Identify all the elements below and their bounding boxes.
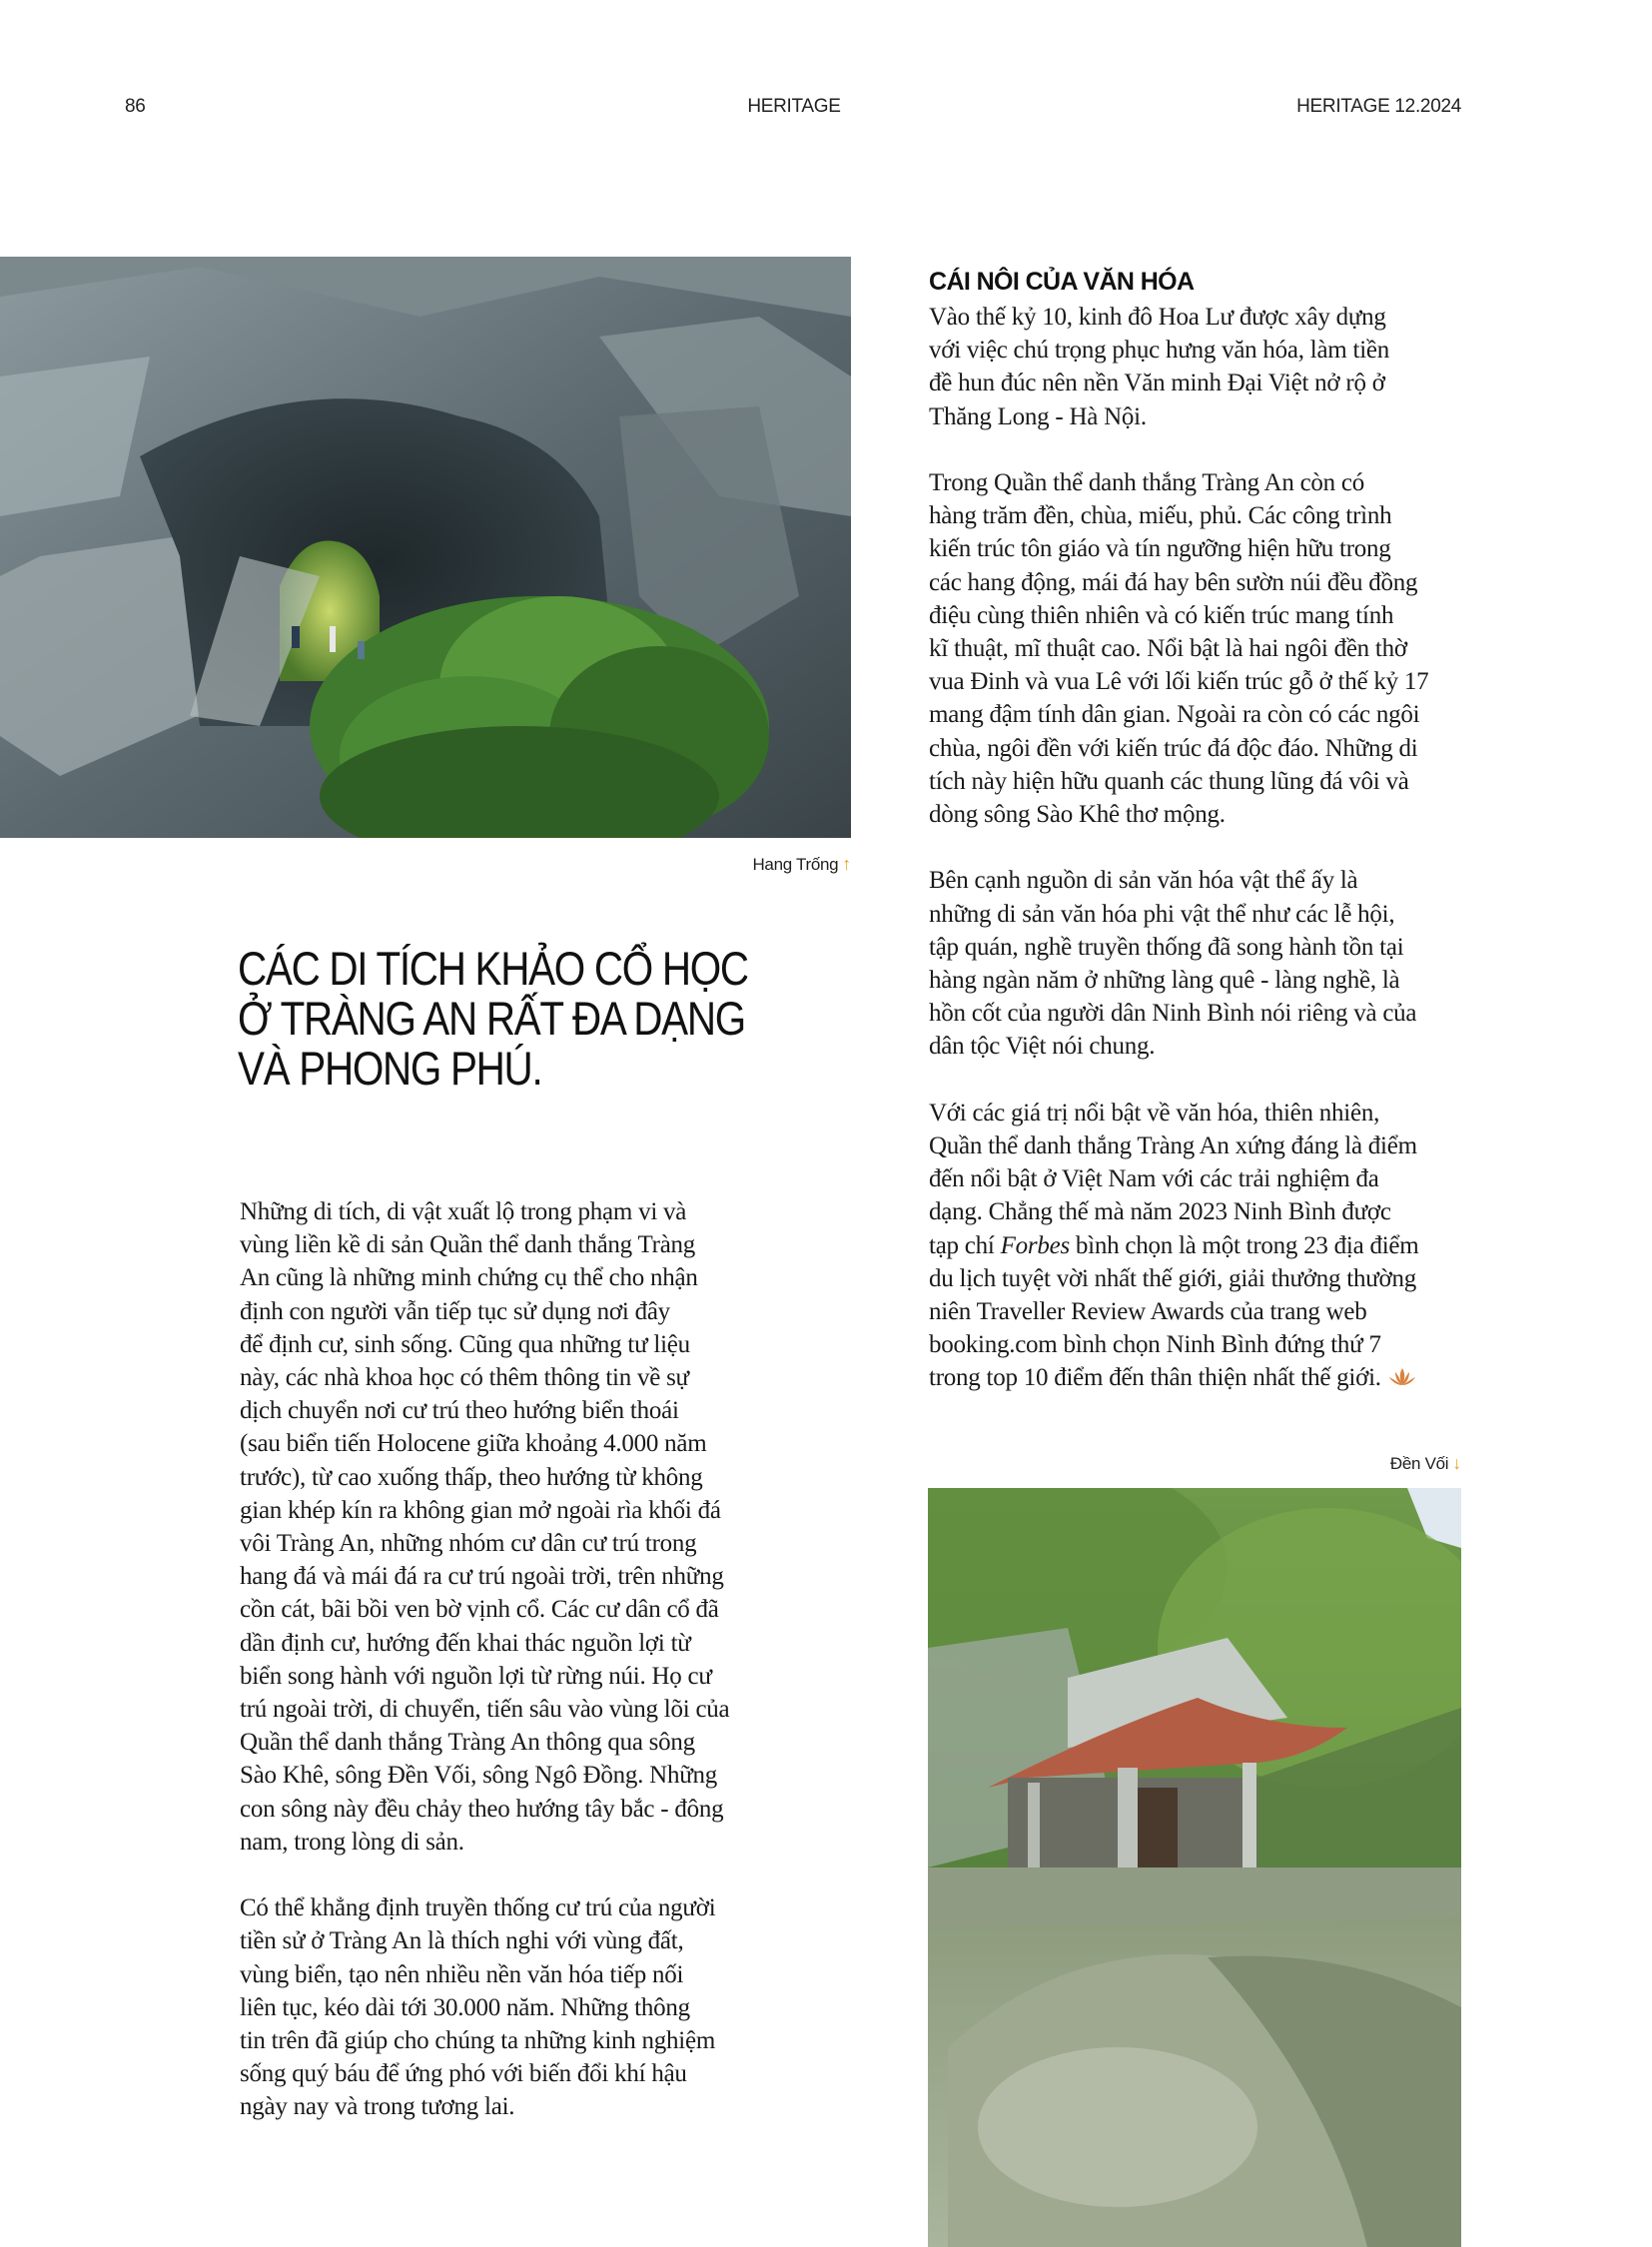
cave-photo-caption xyxy=(752,854,851,875)
text-line: An cũng là những minh chứng cụ thể cho nhận xyxy=(240,1264,698,1292)
text-line: con sông này đều chảy theo hướng tây bắc - đông xyxy=(240,1795,724,1823)
paragraph xyxy=(929,864,1428,1063)
text-line: định con người vẫn tiếp tục sử dụng nơi đây xyxy=(240,1297,670,1325)
text-line: Quần thể danh thắng Tràng An thông qua sông xyxy=(240,1729,695,1757)
cave-photo xyxy=(0,257,851,838)
text-line: Bên cạnh nguồn di sản văn hóa vật thể ấy là xyxy=(929,867,1358,895)
pull-quote xyxy=(238,944,787,1094)
text-line: gian khép kín ra không gian mở ngoài rìa khối đá xyxy=(240,1496,721,1524)
text-line: liên tục, kéo dài tới 30.000 năm. Những thông xyxy=(240,1993,690,2021)
text-line: dạng. Chẳng thế mà năm 2023 Ninh Bình được xyxy=(929,1198,1391,1226)
text-line: (sau biển tiến Holocene giữa khoảng 4.000 năm xyxy=(240,1430,707,1458)
text-line: Trong Quần thể danh thắng Tràng An còn có xyxy=(929,469,1365,496)
issue-label: HERITAGE 12.2024 xyxy=(1296,96,1461,117)
text-line: Có thể khẳng định truyền thống cư trú của người xyxy=(240,1894,716,1922)
text-line: tiền sử ở Tràng An là thích nghi với vùng đất, xyxy=(240,1927,684,1955)
left-column-body xyxy=(240,1195,729,2157)
text-line: hồn cốt của người dân Ninh Bình nói riêng và của xyxy=(929,1000,1417,1028)
paragraph xyxy=(929,1097,1428,1396)
paragraph xyxy=(240,1195,729,1859)
text-line: điệu cùng thiên nhiên và có kiến trúc mang tính xyxy=(929,601,1394,629)
paragraph xyxy=(929,301,1428,433)
text-line: Những di tích, di vật xuất lộ trong phạm vi và xyxy=(240,1198,687,1225)
section-heading: CÁI NÔI CỦA VĂN HÓA xyxy=(929,268,1195,296)
paragraph-lines xyxy=(929,1097,1428,1229)
publication-name: Forbes xyxy=(1000,1231,1070,1259)
section-label: HERITAGE xyxy=(747,96,841,117)
text-line: Thăng Long - Hà Nội. xyxy=(929,402,1147,430)
text-line: chùa, ngôi đền với kiến trúc đá độc đáo. Những di xyxy=(929,734,1418,762)
text-line: vùng liền kề di sản Quần thể danh thắng Tràng xyxy=(240,1231,696,1259)
text-line: trước), từ cao xuống thấp, theo hướng từ không xyxy=(240,1463,703,1491)
pull-quote-line: Ở TRÀNG AN RẤT ĐA DẠNG xyxy=(238,992,745,1045)
text-line: tin trên đã giúp cho chúng ta những kinh nghiệm xyxy=(240,2027,716,2055)
text-line: hàng trăm đền, chùa, miếu, phủ. Các công trình xyxy=(929,502,1392,530)
caption-text: Hang Trống xyxy=(752,854,839,874)
text-line: vua Đinh và vua Lê với lối kiến trúc gỗ ở thế kỷ 17 xyxy=(929,668,1429,696)
text-line: cồn cát, bãi bồi ven bờ vịnh cổ. Các cư dân cổ đã xyxy=(240,1596,719,1624)
text-line: Quần thể danh thắng Tràng An xứng đáng là điểm xyxy=(929,1132,1417,1160)
text-line: du lịch tuyệt vời nhất thế giới, giải thưởng thường xyxy=(929,1264,1417,1292)
text-line: dần định cư, hướng đến khai thác nguồn lợi từ xyxy=(240,1629,691,1657)
pull-quote-line: VÀ PHONG PHÚ. xyxy=(238,1042,542,1095)
text-line: kiến trúc tôn giáo và tín ngưỡng hiện hữu trong xyxy=(929,535,1391,563)
right-column-body xyxy=(929,301,1428,1430)
text-line: trú ngoài trời, di chuyển, tiến sâu vào vùng lõi của xyxy=(240,1696,730,1724)
text-line: Vào thế kỷ 10, kinh đô Hoa Lư được xây dựng xyxy=(929,304,1386,331)
text-line: tập quán, nghề truyền thống đã song hành tồn tại xyxy=(929,933,1404,961)
paragraph xyxy=(929,466,1428,831)
text-line: đến nổi bật ở Việt Nam với các trải nghiệm đa xyxy=(929,1165,1379,1193)
caption-text: Đền Vối xyxy=(1389,1453,1449,1473)
text-line: tích này hiện hữu quanh các thung lũng đá vôi và xyxy=(929,767,1409,795)
text-line: ngày nay và trong tương lai. xyxy=(240,2093,515,2121)
text-line: đề hun đúc nên nền Văn minh Đại Việt nở rộ ở xyxy=(929,370,1385,397)
paragraph-lines xyxy=(929,1262,1428,1362)
paragraph xyxy=(240,1891,729,2123)
text-line: biển song hành với nguồn lợi từ rừng núi. Họ cư xyxy=(240,1662,712,1690)
text-span: tạp chí xyxy=(929,1231,1001,1259)
text-line: hàng ngàn năm ở những làng quê - làng nghề, là xyxy=(929,967,1400,995)
pull-quote-line: CÁC DI TÍCH KHẢO CỔ HỌC xyxy=(238,942,748,995)
text-line: với việc chú trọng phục hưng văn hóa, làm tiền xyxy=(929,337,1389,365)
arrow-up-icon: ↑ xyxy=(842,854,851,874)
temple-photo xyxy=(928,1488,1461,2247)
text-line: kĩ thuật, mĩ thuật cao. Nổi bật là hai ngôi đền thờ xyxy=(929,635,1407,663)
text-line: booking.com bình chọn Ninh Bình đứng thứ 7 xyxy=(929,1331,1381,1359)
text-span: trong top 10 điểm đến thân thiện nhất thế giới. xyxy=(929,1364,1381,1392)
text-line: dịch chuyển nơi cư trú theo hướng biển thoái xyxy=(240,1397,679,1425)
text-line: Với các giá trị nổi bật về văn hóa, thiên nhiên, xyxy=(929,1099,1380,1126)
text-line: này, các nhà khoa học có thêm thông tin về sự xyxy=(240,1364,689,1392)
text-line: vùng biển, tạo nên nhiều nền văn hóa tiếp nối xyxy=(240,1960,684,1988)
text-line: mang đậm tính dân gian. Ngoài ra còn có các ngôi xyxy=(929,701,1420,729)
text-line: để định cư, sinh sống. Cũng qua những tư liệu xyxy=(240,1330,690,1358)
text-span: bình chọn là một trong 23 địa điểm xyxy=(1069,1231,1419,1259)
page-number: 86 xyxy=(125,96,146,117)
text-line: dân tộc Việt nói chung. xyxy=(929,1033,1156,1061)
text-line xyxy=(929,1229,1428,1262)
text-line: những di sản văn hóa phi vật thể như các lễ hội, xyxy=(929,900,1395,928)
text-line: các hang động, mái đá hay bên sườn núi đều đồng xyxy=(929,568,1418,596)
text-line: sống quý báu để ứng phó với biến đổi khí hậu xyxy=(240,2060,687,2088)
text-line: dòng sông Sào Khê thơ mộng. xyxy=(929,801,1226,829)
text-line xyxy=(929,1361,1428,1396)
text-line: Sào Khê, sông Đền Vối, sông Ngô Đồng. Những xyxy=(240,1762,718,1790)
temple-photo-caption xyxy=(1390,1453,1461,1474)
lotus-icon xyxy=(1387,1363,1417,1396)
text-line: nam, trong lòng di sản. xyxy=(240,1828,464,1856)
text-line: niên Traveller Review Awards của trang web xyxy=(929,1298,1367,1326)
text-line: hang đá và mái đá ra cư trú ngoài trời, trên những xyxy=(240,1563,724,1591)
text-line: vôi Tràng An, những nhóm cư dân cư trú trong xyxy=(240,1530,697,1558)
arrow-down-icon: ↓ xyxy=(1452,1453,1461,1473)
